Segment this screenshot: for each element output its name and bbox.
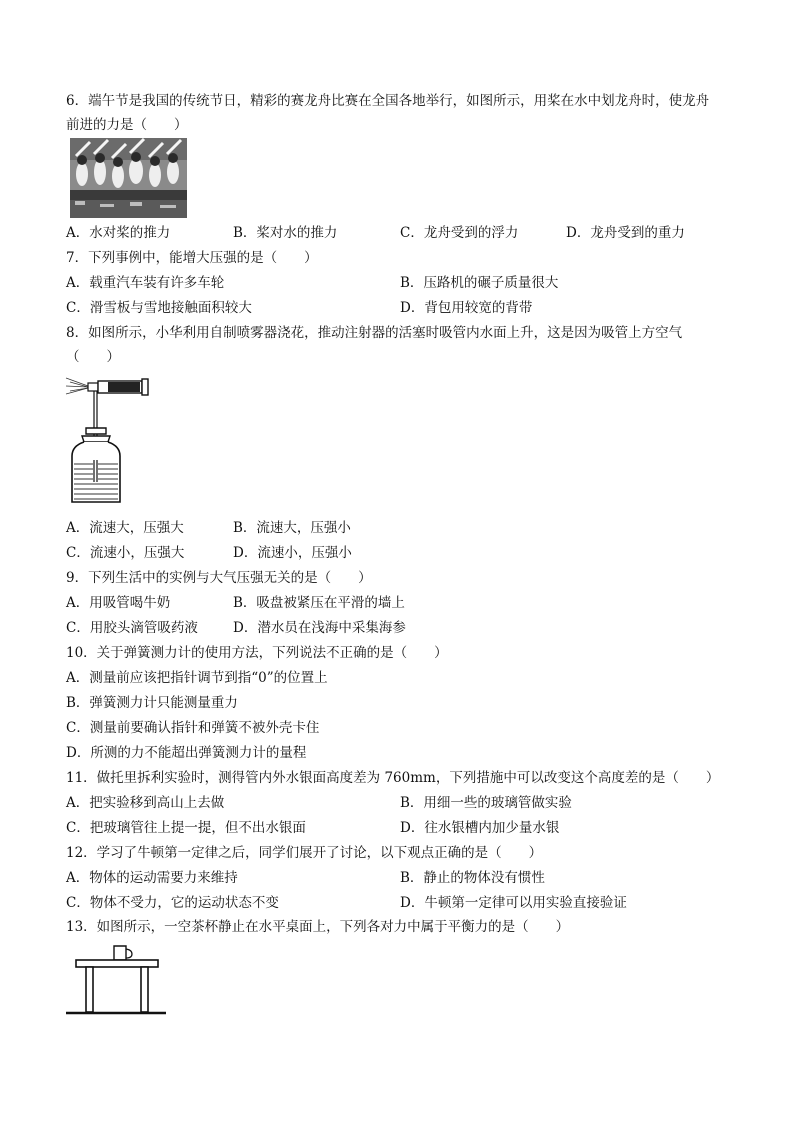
q10-option-b: B．弹簧测力计只能测量重力 bbox=[66, 695, 238, 711]
q7-option-a: A．载重汽车装有许多车轮 bbox=[66, 275, 225, 291]
q12-stem: 12．学习了牛顿第一定律之后，同学们展开了讨论，以下观点正确的是（ ） bbox=[66, 845, 543, 861]
q9-option-c: C．用胶头滴管吸药液 bbox=[66, 620, 198, 636]
q10-stem: 10．关于弹簧测力计的使用方法，下列说法不正确的是（ ） bbox=[66, 645, 448, 661]
q7-stem: 7．下列事例中，能增大压强的是（ ） bbox=[66, 250, 318, 266]
q9-stem: 9．下列生活中的实例与大气压强无关的是（ ） bbox=[66, 570, 372, 586]
q10-option-d: D．所测的力不能超出弹簧测力计的量程 bbox=[66, 745, 307, 761]
q6-option-d: D．龙舟受到的重力 bbox=[566, 225, 685, 241]
q8-stem-line2: （ ） bbox=[66, 349, 120, 365]
q6-stem-line1: 6．端午节是我国的传统节日，精彩的赛龙舟比赛在全国各地举行，如图所示，用桨在水中划龙舟时，使龙舟 bbox=[66, 93, 710, 109]
q6-option-c: C．龙舟受到的浮力 bbox=[400, 225, 519, 241]
q10-option-a: A．测量前应该把指针调节到指“0”的位置上 bbox=[66, 670, 328, 686]
q12-option-d: D．牛顿第一定律可以用实验直接验证 bbox=[400, 895, 627, 911]
q8-option-d: D．流速小，压强小 bbox=[233, 545, 352, 561]
q8-stem-line1: 8．如图所示，小华利用自制喷雾器浇花，推动注射器的活塞时吸管内水面上升，这是因为吸管上方空气 bbox=[66, 325, 683, 341]
q6-option-a: A．水对桨的推力 bbox=[66, 225, 171, 241]
q9-option-b: B．吸盘被紧压在平滑的墙上 bbox=[233, 595, 405, 611]
q9-option-a: A．用吸管喝牛奶 bbox=[66, 595, 171, 611]
q11-option-c: C．把玻璃管往上提一提，但不出水银面 bbox=[66, 820, 306, 836]
q6-option-b: B．桨对水的推力 bbox=[233, 225, 338, 241]
q7-option-b: B．压路机的碾子质量很大 bbox=[400, 275, 559, 291]
sprayer-diagram bbox=[64, 372, 160, 508]
q11-option-b: B．用细一些的玻璃管做实验 bbox=[400, 795, 572, 811]
q8-option-a: A．流速大，压强大 bbox=[66, 520, 184, 536]
q7-option-d: D．背包用较宽的背带 bbox=[400, 300, 533, 316]
q9-option-d: D．潜水员在浅海中采集海参 bbox=[233, 620, 406, 636]
q10-option-c: C．测量前要确认指针和弹簧不被外壳卡住 bbox=[66, 720, 320, 736]
q11-option-a: A．把实验移到高山上去做 bbox=[66, 795, 225, 811]
q7-option-c: C．滑雪板与雪地接触面积较大 bbox=[66, 300, 252, 316]
q12-option-a: A．物体的运动需要力来维持 bbox=[66, 870, 238, 886]
dragon-boat-photo bbox=[70, 138, 187, 218]
q8-option-b: B．流速大，压强小 bbox=[233, 520, 351, 536]
q12-option-b: B．静止的物体没有惯性 bbox=[400, 870, 545, 886]
q11-stem: 11．做托里拆利实验时，测得管内外水银面高度差为 760mm，下列措施中可以改变这个高度差的是（ ） bbox=[66, 770, 720, 786]
q11-option-d: D．往水银槽内加少量水银 bbox=[400, 820, 560, 836]
teacup-on-table-diagram bbox=[64, 942, 168, 1018]
q12-option-c: C．物体不受力，它的运动状态不变 bbox=[66, 895, 279, 911]
q8-option-c: C．流速小，压强大 bbox=[66, 545, 185, 561]
q13-stem: 13．如图所示，一空茶杯静止在水平桌面上，下列各对力中属于平衡力的是（ ） bbox=[66, 919, 570, 935]
q6-stem-line2: 前进的力是（ ） bbox=[66, 117, 188, 133]
